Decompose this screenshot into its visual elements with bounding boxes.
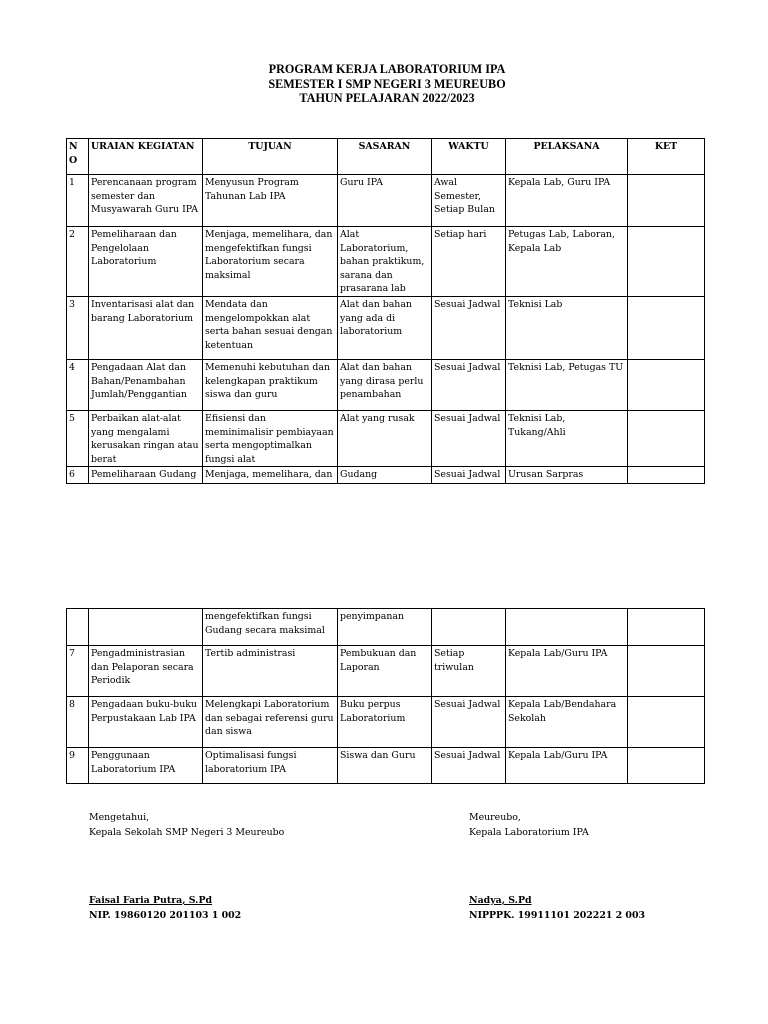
header-pelaksana: PELAKSANA xyxy=(506,139,628,175)
cell-uraian: Pemeliharaan dan Pengelolaan Laboratorium xyxy=(89,227,203,297)
cell-waktu: Setiap triwulan xyxy=(432,646,506,697)
cell-tujuan: Menjaga, memelihara, dan xyxy=(203,467,338,484)
title-line-2: SEMESTER I SMP NEGERI 3 MEUREUBO xyxy=(268,76,506,91)
header-sasaran: SASARAN xyxy=(338,139,432,175)
sig-left-line1: Mengetahui, xyxy=(89,812,150,823)
cell-waktu: Sesuai Jadwal xyxy=(432,697,506,748)
cell-tujuan: Tertib administrasi xyxy=(203,646,338,697)
cell-ket xyxy=(628,646,705,697)
cell-pelaksana: Petugas Lab, Laboran, Kepala Lab xyxy=(506,227,628,297)
cell-tujuan: Menyusun Program Tahunan Lab IPA xyxy=(203,175,338,227)
cell-waktu: Sesuai Jadwal xyxy=(432,748,506,784)
title-line-1: PROGRAM KERJA LABORATORIUM IPA xyxy=(268,62,506,76)
cell-sasaran: Siswa dan Guru xyxy=(338,748,432,784)
cell-no: 7 xyxy=(67,646,89,697)
cell-ket xyxy=(628,467,705,484)
cell-uraian: Pengadaan Alat dan Bahan/Penambahan Jumlah/Penggantian xyxy=(89,359,203,410)
cell-sasaran: Alat yang rusak xyxy=(338,410,432,466)
header-tujuan: TUJUAN xyxy=(203,139,338,175)
cell-no: 3 xyxy=(67,296,89,359)
table-row xyxy=(67,646,705,697)
sig-right-nip: NIPPPK. 19911101 202221 2 003 xyxy=(469,910,645,921)
cell-tujuan: mengefektifkan fungsi Gudang secara maksimal xyxy=(203,609,338,646)
cell-uraian: Perencanaan program semester dan Musyawarah Guru IPA xyxy=(89,175,203,227)
cell-no: 2 xyxy=(67,227,89,297)
table-header-row xyxy=(67,139,705,175)
cell-uraian: Pengadaan buku-buku Perpustakaan Lab IPA xyxy=(89,697,203,748)
work-program-table xyxy=(66,138,705,484)
sig-right-name: Nadya, S.Pd xyxy=(469,895,532,906)
cell-uraian: Pemeliharaan Gudang xyxy=(89,467,203,484)
table-row xyxy=(67,175,705,227)
table-row xyxy=(67,410,705,466)
header-no: N O xyxy=(67,139,89,175)
cell-ket xyxy=(628,175,705,227)
table-row xyxy=(67,467,705,484)
cell-tujuan: Mendata dan mengelompokkan alat serta bahan sesuai dengan ketentuan xyxy=(203,296,338,359)
cell-no: 8 xyxy=(67,697,89,748)
table-row xyxy=(67,296,705,359)
sig-left-line2: Kepala Sekolah SMP Negeri 3 Meureubo xyxy=(89,827,285,838)
signature-block-right xyxy=(469,810,589,840)
signature-name-left xyxy=(89,893,241,923)
cell-pelaksana: Urusan Sarpras xyxy=(506,467,628,484)
cell-ket xyxy=(628,697,705,748)
cell-waktu: Sesuai Jadwal xyxy=(432,296,506,359)
cell-pelaksana xyxy=(506,609,628,646)
cell-no: 5 xyxy=(67,410,89,466)
cell-uraian: Penggunaan Laboratorium IPA xyxy=(89,748,203,784)
table-row xyxy=(67,227,705,297)
cell-sasaran: Alat Laboratorium, bahan praktikum, sarana dan prasarana lab xyxy=(338,227,432,297)
sig-left-name: Faisal Faria Putra, S.Pd xyxy=(89,895,213,906)
cell-waktu: Awal Semester, Setiap Bulan xyxy=(432,175,506,227)
cell-sasaran: Guru IPA xyxy=(338,175,432,227)
header-ket: KET xyxy=(628,139,705,175)
table-row xyxy=(67,697,705,748)
cell-pelaksana: Kepala Lab/Bendahara Sekolah xyxy=(506,697,628,748)
cell-sasaran: Pembukuan dan Laporan xyxy=(338,646,432,697)
cell-tujuan: Optimalisasi fungsi laboratorium IPA xyxy=(203,748,338,784)
cell-waktu: Sesuai Jadwal xyxy=(432,467,506,484)
cell-waktu: Sesuai Jadwal xyxy=(432,410,506,466)
cell-sasaran: Alat dan bahan yang ada di laboratorium xyxy=(338,296,432,359)
cell-sasaran: Buku perpus Laboratorium xyxy=(338,697,432,748)
signature-block-left xyxy=(89,810,284,840)
cell-pelaksana: Teknisi Lab, Petugas TU xyxy=(506,359,628,410)
cell-ket xyxy=(628,609,705,646)
signature-name-right xyxy=(469,893,645,923)
sig-left-nip: NIP. 19860120 201103 1 002 xyxy=(89,910,242,921)
cell-sasaran: Gudang xyxy=(338,467,432,484)
cell-uraian: Perbaikan alat-alat yang mengalami kerusakan ringan atau berat xyxy=(89,410,203,466)
header-waktu: WAKTU xyxy=(432,139,506,175)
table-row xyxy=(67,609,705,646)
cell-ket xyxy=(628,748,705,784)
sig-right-line1: Meureubo, xyxy=(469,812,521,823)
cell-ket xyxy=(628,410,705,466)
cell-pelaksana: Kepala Lab/Guru IPA xyxy=(506,646,628,697)
cell-uraian: Pengadministrasian dan Pelaporan secara Periodik xyxy=(89,646,203,697)
cell-no: 9 xyxy=(67,748,89,784)
cell-tujuan: Melengkapi Laboratorium dan sebagai referensi guru dan siswa xyxy=(203,697,338,748)
cell-ket xyxy=(628,296,705,359)
cell-tujuan: Menjaga, memelihara, dan mengefektifkan fungsi Laboratorium secara maksimal xyxy=(203,227,338,297)
cell-pelaksana: Kepala Lab, Guru IPA xyxy=(506,175,628,227)
cell-no: 6 xyxy=(67,467,89,484)
cell-sasaran: penyimpanan xyxy=(338,609,432,646)
cell-ket xyxy=(628,227,705,297)
cell-pelaksana: Kepala Lab/Guru IPA xyxy=(506,748,628,784)
cell-no: 4 xyxy=(67,359,89,410)
work-program-table-continued xyxy=(66,608,705,784)
sig-right-line2: Kepala Laboratorium IPA xyxy=(469,827,589,838)
title-line-3: TAHUN PELAJARAN 2022/2023 xyxy=(299,91,475,105)
cell-uraian: Inventarisasi alat dan barang Laboratorium xyxy=(89,296,203,359)
cell-tujuan: Memenuhi kebutuhan dan kelengkapan praktikum siswa dan guru xyxy=(203,359,338,410)
cell-ket xyxy=(628,359,705,410)
cell-sasaran: Alat dan bahan yang dirasa perlu penambahan xyxy=(338,359,432,410)
table-row xyxy=(67,748,705,784)
cell-no: 1 xyxy=(67,175,89,227)
cell-pelaksana: Teknisi Lab xyxy=(506,296,628,359)
cell-waktu: Sesuai Jadwal xyxy=(432,359,506,410)
table-row xyxy=(67,359,705,410)
header-uraian: URAIAN KEGIATAN xyxy=(89,139,203,175)
cell-uraian xyxy=(89,609,203,646)
cell-waktu xyxy=(432,609,506,646)
document-title xyxy=(0,62,768,106)
cell-waktu: Setiap hari xyxy=(432,227,506,297)
cell-tujuan: Efisiensi dan meminimalisir pembiayaan serta mengoptimalkan fungsi alat xyxy=(203,410,338,466)
cell-no xyxy=(67,609,89,646)
cell-pelaksana: Teknisi Lab, Tukang/Ahli xyxy=(506,410,628,466)
